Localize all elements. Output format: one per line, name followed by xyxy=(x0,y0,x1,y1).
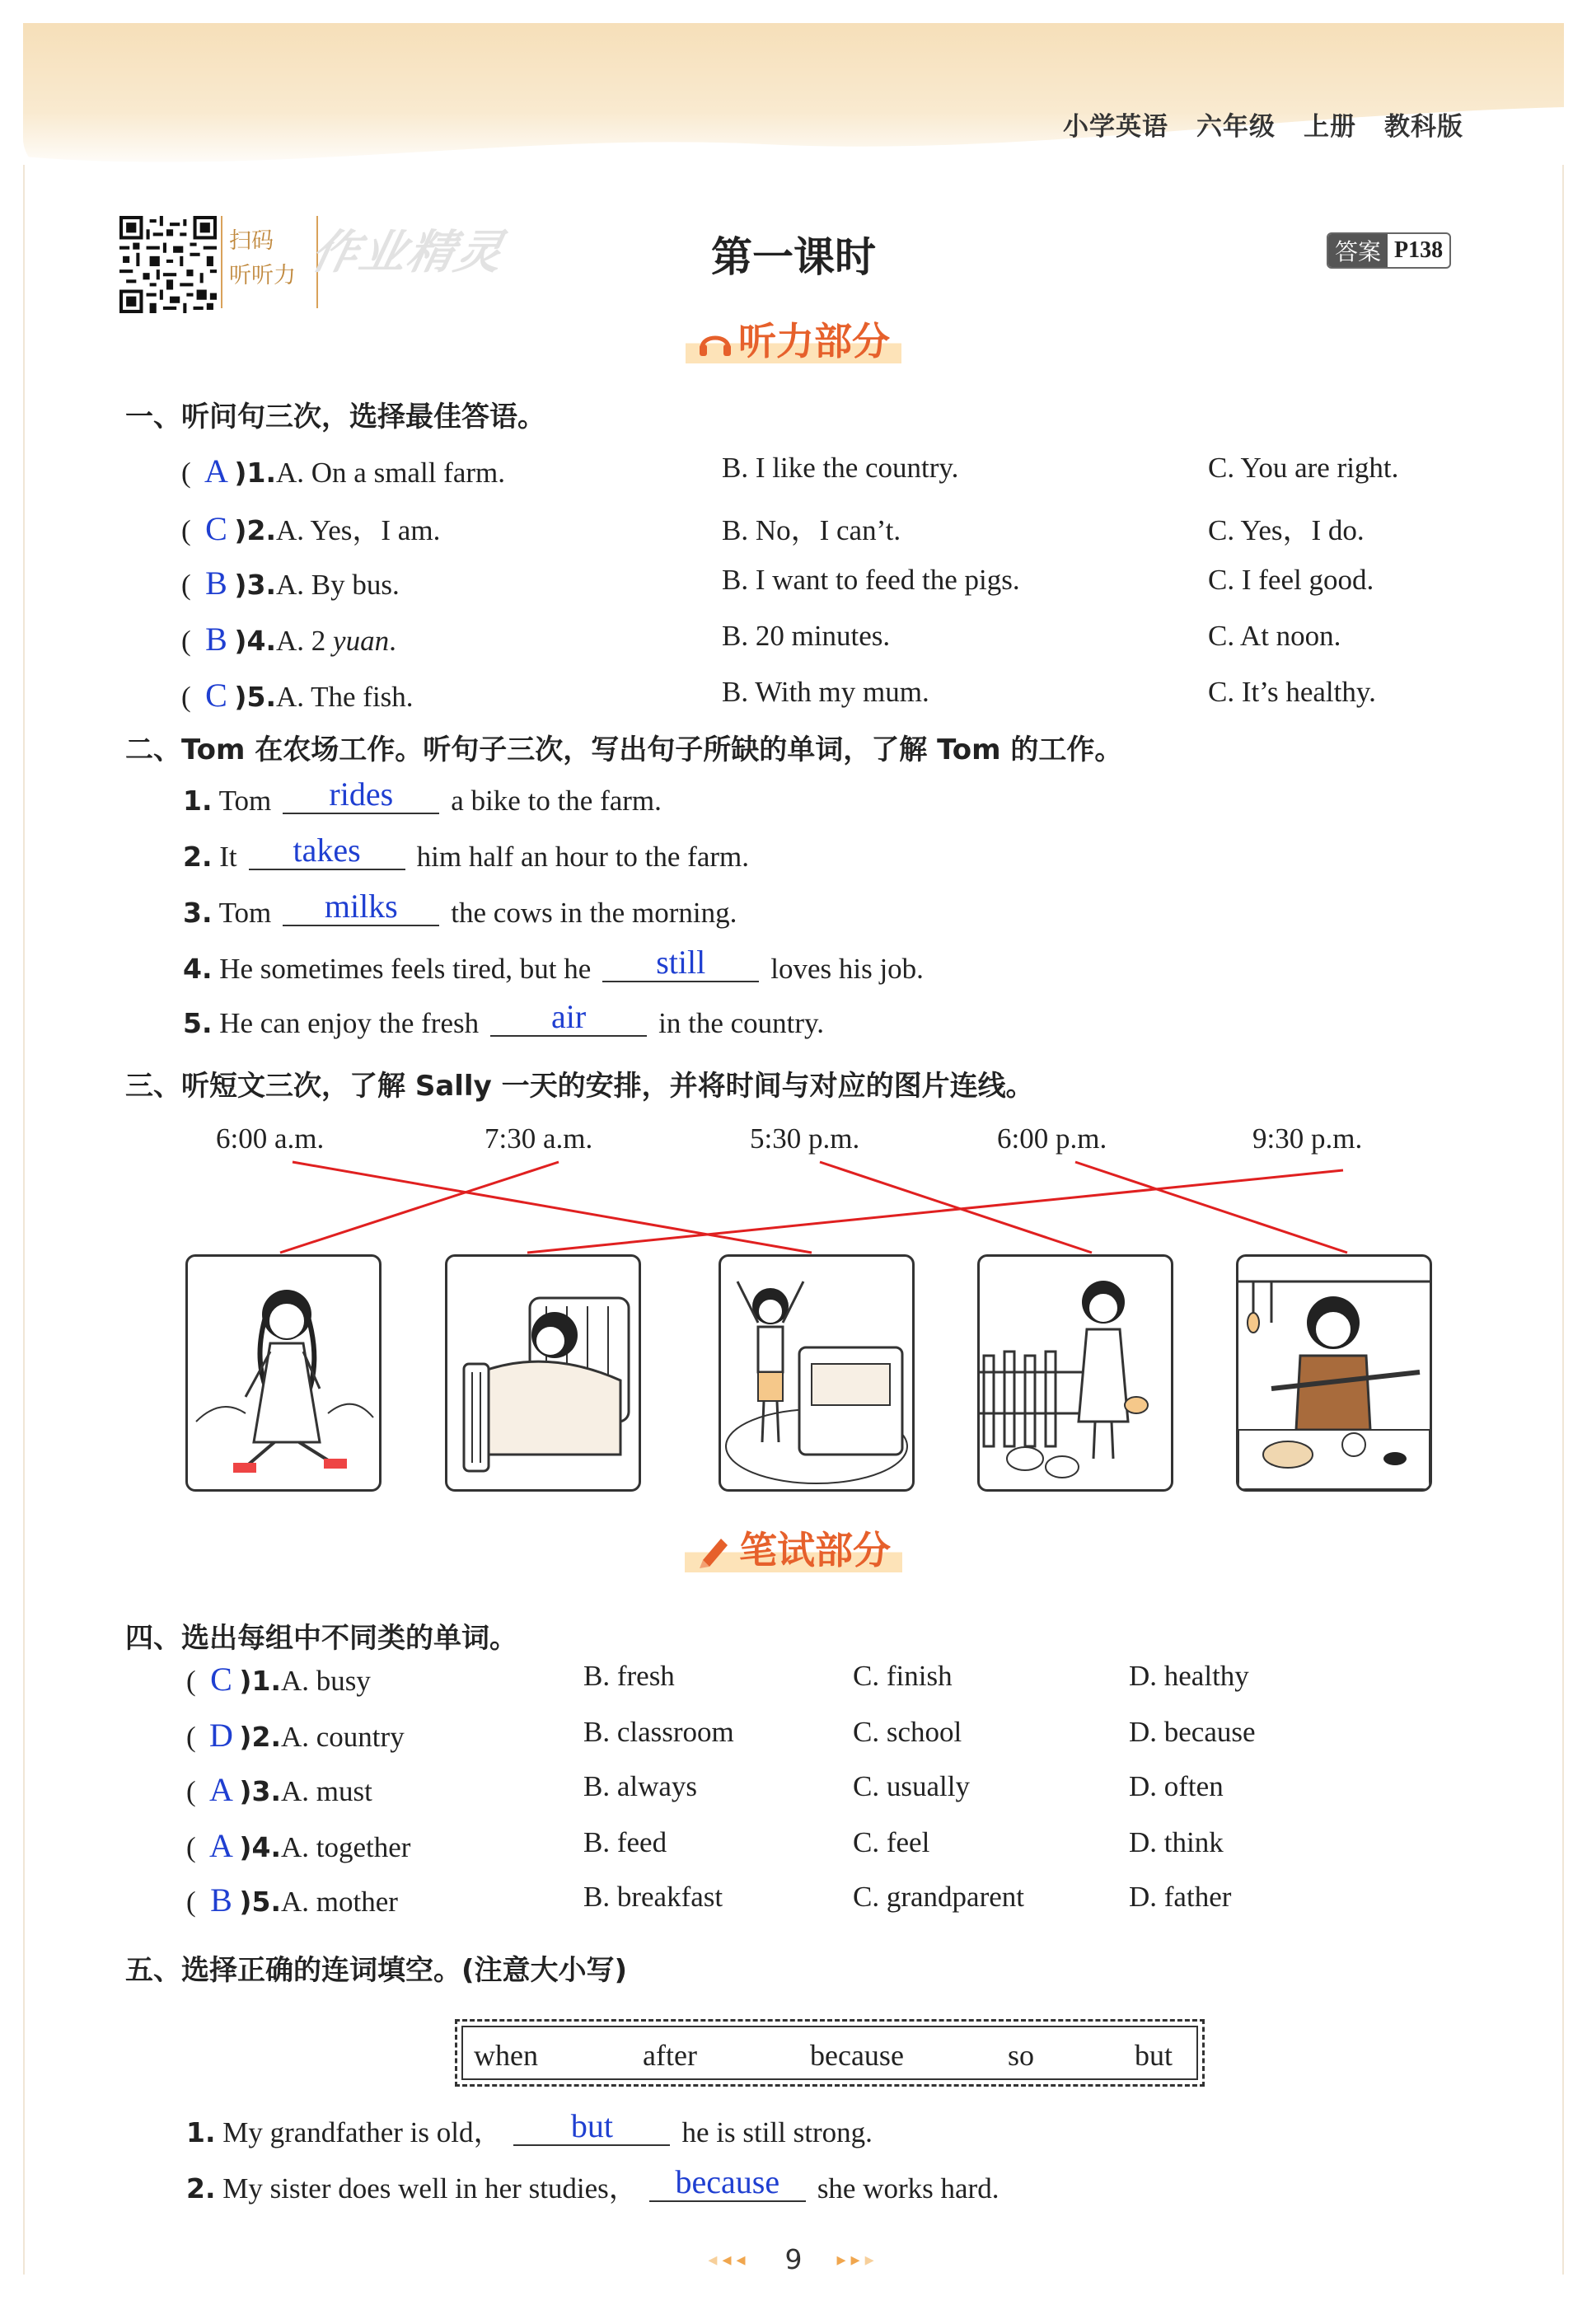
q4-heading: 四、选出每组中不同类的单词。 xyxy=(125,1622,517,1655)
q4-item-5: ( B )5.A. mother xyxy=(186,1881,398,1919)
answer-text: but xyxy=(570,2107,614,2144)
question-number: )1. xyxy=(234,457,276,489)
subject: 小学英语 xyxy=(1063,112,1168,142)
page-footer xyxy=(0,2243,1587,2275)
sentence-after: the cows in the morning. xyxy=(451,897,737,929)
option-b[interactable]: B. classroom xyxy=(583,1716,734,1748)
question-number: )2. xyxy=(234,514,276,546)
q4-item-4: ( A )4.A. together xyxy=(186,1827,411,1864)
option-a-end: . xyxy=(389,625,396,657)
answer-page: P138 xyxy=(1394,237,1444,263)
option-c[interactable]: C. feel xyxy=(853,1826,930,1858)
q4-item-2: ( D )2.A. country xyxy=(186,1717,405,1754)
q5-heading: 五、选择正确的连词填空。(注意大小写) xyxy=(125,1954,628,1987)
q3-heading: 三、听短文三次，了解 Sally 一天的安排，并将时间与对应的图片连线。 xyxy=(125,1070,1034,1103)
question-number: )3. xyxy=(239,1775,281,1807)
question-number: )1. xyxy=(239,1665,281,1697)
brand-watermark: 作业精灵 xyxy=(307,226,509,279)
option-b[interactable]: B. I want to feed the pigs. xyxy=(722,564,1020,596)
option-d[interactable]: D. father xyxy=(1129,1881,1232,1913)
time-label: 7:30 a.m. xyxy=(485,1122,593,1155)
q1-item-2: ( C )2.A. Yes，I am. xyxy=(181,510,441,547)
answer-choice[interactable]: C xyxy=(205,677,227,714)
q1-item-3: ( B )3.A. By bus. xyxy=(181,565,400,602)
lesson-title: 第一课时 xyxy=(711,233,876,281)
next-arrow-icon: ▸ xyxy=(864,2250,879,2270)
answer-text: takes xyxy=(293,832,361,869)
answer-blank[interactable] xyxy=(513,2107,670,2146)
option-c[interactable]: C. grandparent xyxy=(853,1881,1024,1913)
word-bank-item: when xyxy=(474,2039,538,2072)
volume: 上册 xyxy=(1304,112,1356,142)
girl-walking-picture[interactable] xyxy=(185,1254,382,1492)
option-a-text: A. The fish. xyxy=(276,681,414,713)
option-b[interactable]: B. With my mum. xyxy=(722,676,929,708)
option-c[interactable]: C. finish xyxy=(853,1660,953,1692)
sentence-before: Tom xyxy=(218,897,272,929)
answer-blank[interactable] xyxy=(649,2163,806,2202)
option-c[interactable]: C. Yes，I do. xyxy=(1208,514,1365,546)
option-b[interactable]: B. 20 minutes. xyxy=(722,620,891,652)
answer-text: air xyxy=(551,998,587,1035)
writing-section-title xyxy=(0,1520,1587,1575)
q1-item-1: ( A )1.A. On a small farm. xyxy=(181,452,505,490)
option-c[interactable]: C. usually xyxy=(853,1770,970,1802)
sentence-before: My sister does well in her studies， xyxy=(222,2172,638,2205)
answer-choice[interactable]: B xyxy=(210,1881,232,1919)
answer-text: rides xyxy=(329,775,394,813)
question-number: 5. xyxy=(183,1007,213,1039)
listening-title-text: 听力部分 xyxy=(738,319,890,363)
option-a-italic: yuan xyxy=(333,625,390,657)
question-number: 4. xyxy=(183,953,213,985)
option-a-text: A. Yes，I am. xyxy=(276,514,441,546)
question-number: )5. xyxy=(234,681,276,713)
answer-choice[interactable]: C xyxy=(210,1661,232,1698)
prev-arrow-icon: ◂ xyxy=(708,2250,723,2270)
q2-heading: 二、Tom 在农场工作。听句子三次，写出句子所缺的单词，了解 Tom 的工作。 xyxy=(125,733,1123,766)
question-number: 1. xyxy=(183,785,213,817)
word-bank-item: so xyxy=(1008,2039,1035,2072)
question-number: )4. xyxy=(239,1831,281,1863)
answer-text: milks xyxy=(324,888,398,925)
answer-choice[interactable]: C xyxy=(205,510,227,547)
question-number: 2. xyxy=(186,2172,216,2205)
option-c[interactable]: C. school xyxy=(853,1716,962,1748)
grade: 六年级 xyxy=(1196,112,1276,142)
option-a[interactable]: A. busy xyxy=(281,1665,371,1697)
option-b[interactable]: B. breakfast xyxy=(583,1881,723,1913)
girl-sleeping-picture[interactable] xyxy=(445,1254,641,1492)
match-line-3 xyxy=(820,1162,1092,1253)
option-a-text: A. By bus. xyxy=(276,569,400,601)
sentence-before: He can enjoy the fresh xyxy=(219,1007,480,1039)
answer-text: because xyxy=(675,2163,780,2200)
match-line-1 xyxy=(293,1162,812,1253)
question-number: 1. xyxy=(186,2116,216,2148)
time-label: 5:30 p.m. xyxy=(750,1122,860,1155)
option-c[interactable]: C. You are right. xyxy=(1208,452,1399,484)
option-b[interactable]: B. fresh xyxy=(583,1660,675,1692)
sentence-before: My grandfather is old， xyxy=(222,2116,503,2148)
option-b[interactable]: B. No，I can’t. xyxy=(722,514,901,546)
scan-line-1: 扫码 xyxy=(229,228,274,254)
option-d[interactable]: D. often xyxy=(1129,1770,1224,1802)
option-b[interactable]: B. always xyxy=(583,1770,698,1802)
girl-getting-up-picture[interactable] xyxy=(719,1254,915,1492)
sentence-after: him half an hour to the farm. xyxy=(416,841,749,873)
q5-item-1 xyxy=(186,2107,873,2151)
q1-item-4: ( B )4.A. 2 yuan. xyxy=(181,621,396,658)
sentence-after: he is still strong. xyxy=(681,2116,873,2148)
time-label: 6:00 p.m. xyxy=(997,1122,1107,1155)
match-line-2 xyxy=(280,1162,559,1253)
option-c[interactable]: C. At noon. xyxy=(1208,620,1341,652)
question-number: 3. xyxy=(183,897,213,929)
girl-cooking-picture[interactable] xyxy=(1236,1254,1432,1492)
question-number: )3. xyxy=(234,569,276,601)
answer-choice[interactable]: D xyxy=(208,1717,233,1754)
q1-item-5: ( C )5.A. The fish. xyxy=(181,677,414,714)
option-a-text: A. On a small farm. xyxy=(276,457,505,489)
answer-label: 答案 xyxy=(1328,234,1388,267)
option-a[interactable]: A. must xyxy=(281,1775,372,1807)
answer-choice[interactable]: A xyxy=(208,1827,233,1864)
writing-title-text: 笔试部分 xyxy=(739,1528,891,1572)
option-b[interactable]: B. feed xyxy=(583,1826,667,1858)
option-c[interactable]: C. I feel good. xyxy=(1208,564,1374,596)
option-d[interactable]: D. because xyxy=(1129,1716,1256,1748)
sentence-after: loves his job. xyxy=(770,953,924,985)
sentence-before: Tom xyxy=(218,785,272,817)
scan-line-2: 听听力 xyxy=(229,263,296,288)
option-a[interactable]: A. mother xyxy=(281,1886,398,1918)
answer-choice[interactable]: A xyxy=(204,452,228,490)
page-number: 9 xyxy=(784,2243,803,2275)
option-a-text: A. 2 xyxy=(276,625,334,657)
next-arrow-icon: ▸▸ xyxy=(836,2250,865,2270)
q1-heading: 一、听问句三次，选择最佳答语。 xyxy=(125,401,545,433)
girl-feeding-chickens-picture[interactable] xyxy=(977,1254,1173,1492)
question-number: 2. xyxy=(183,841,213,873)
option-b[interactable]: B. I like the country. xyxy=(722,452,959,484)
word-bank xyxy=(455,2019,1205,2087)
prev-arrow-icon: ◂◂ xyxy=(722,2250,751,2270)
option-d[interactable]: D. think xyxy=(1129,1826,1224,1858)
option-c[interactable]: C. It’s healthy. xyxy=(1208,676,1376,708)
sentence-after: a bike to the farm. xyxy=(451,785,662,817)
answer-choice[interactable]: B xyxy=(205,565,227,602)
answer-text: still xyxy=(656,944,706,981)
option-a[interactable]: A. together xyxy=(281,1831,411,1863)
sentence-after: she works hard. xyxy=(817,2172,999,2205)
time-label: 9:30 p.m. xyxy=(1252,1122,1363,1155)
word-bank-item: but xyxy=(1135,2039,1173,2072)
sentence-before: He sometimes feels tired, but he xyxy=(219,953,592,985)
sentence-before: It xyxy=(219,841,237,873)
answer-choice[interactable]: A xyxy=(208,1771,233,1808)
edition: 教科版 xyxy=(1384,112,1463,142)
q4-item-3: ( A )3.A. must xyxy=(186,1771,372,1808)
word-bank-item: after xyxy=(643,2039,697,2072)
sentence-after: in the country. xyxy=(658,1007,824,1039)
q5-item-2 xyxy=(186,2163,999,2207)
option-a[interactable]: A. country xyxy=(281,1721,405,1753)
word-bank-item: because xyxy=(810,2039,904,2072)
time-label: 6:00 a.m. xyxy=(216,1122,325,1155)
q4-item-1: ( C )1.A. busy xyxy=(186,1661,371,1698)
question-number: )4. xyxy=(234,625,276,657)
answer-choice[interactable]: B xyxy=(205,621,227,658)
pencil-icon xyxy=(696,1530,734,1568)
question-number: )5. xyxy=(239,1886,281,1918)
match-line-4 xyxy=(1075,1162,1347,1253)
question-number: )2. xyxy=(239,1721,281,1753)
option-d[interactable]: D. healthy xyxy=(1129,1660,1249,1692)
